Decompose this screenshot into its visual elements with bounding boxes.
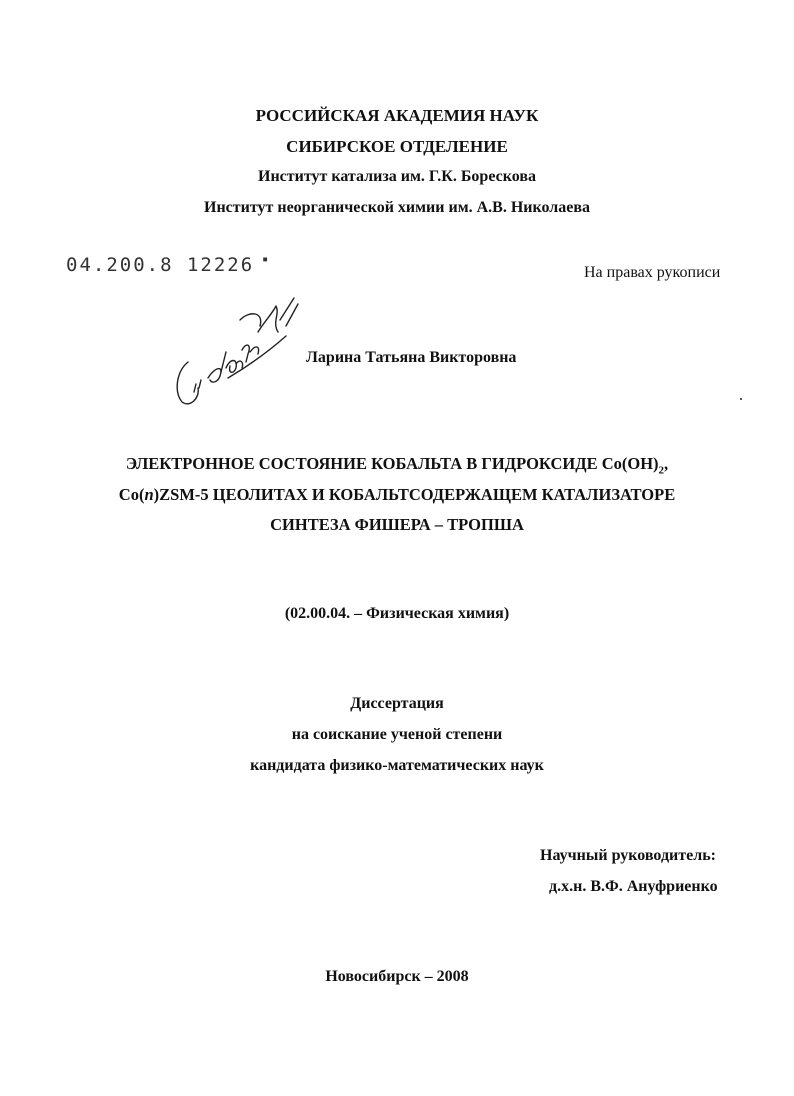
- institute-catalysis: Институт катализа им. Г.К. Борескова: [258, 168, 536, 185]
- title-line-1-subscript: 2: [658, 464, 665, 477]
- manuscript-rights: На правах рукописи: [584, 264, 721, 281]
- archive-stamp: 04.200.8 12226 ▪: [66, 254, 271, 276]
- title-line-2-prefix: Co(: [118, 485, 145, 504]
- branch-name: СИБИРСКОЕ ОТДЕЛЕНИЕ: [286, 137, 508, 156]
- title-line-1-tail: ,: [664, 454, 669, 473]
- degree-name: кандидата физико-математических наук: [250, 757, 544, 774]
- author-name: Ларина Татьяна Викторовна: [306, 349, 517, 366]
- title-line-2-text: )ZSM-5 ЦЕОЛИТАХ И КОБАЛЬТСОДЕРЖАЩЕМ КАТАЛИЗАТОРЕ: [153, 485, 676, 504]
- degree-purpose: на соискание ученой степени: [291, 726, 503, 743]
- academy-name: РОССИЙСКАЯ АКАДЕМИЯ НАУК: [255, 106, 539, 125]
- thesis-title-line-1: [0, 454, 794, 476]
- title-line-1-text: ЭЛЕКТРОННОЕ СОСТОЯНИЕ КОБАЛЬТА В ГИДРОКСИДЕ Co(OH): [125, 454, 659, 473]
- supervisor-label: Научный руководитель:: [540, 847, 716, 864]
- supervisor-name: д.х.н. В.Ф. Ануфриенко: [549, 878, 718, 895]
- author-signature: [168, 292, 308, 412]
- institute-inorganic-chemistry: Институт неорганической химии им. А.В. Николаева: [204, 199, 590, 216]
- scan-speck: [740, 398, 742, 400]
- city-year: Новосибирск – 2008: [325, 968, 469, 985]
- archive-stamp-number: 04.200.8 12226: [66, 254, 255, 276]
- thesis-title-line-2: [0, 485, 794, 505]
- title-line-2-italic: n: [144, 485, 154, 504]
- specialty-code: (02.00.04. – Физическая химия): [284, 605, 510, 622]
- thesis-title-line-3: СИНТЕЗА ФИШЕРА – ТРОПША: [270, 515, 524, 534]
- document-type: Диссертация: [350, 695, 444, 712]
